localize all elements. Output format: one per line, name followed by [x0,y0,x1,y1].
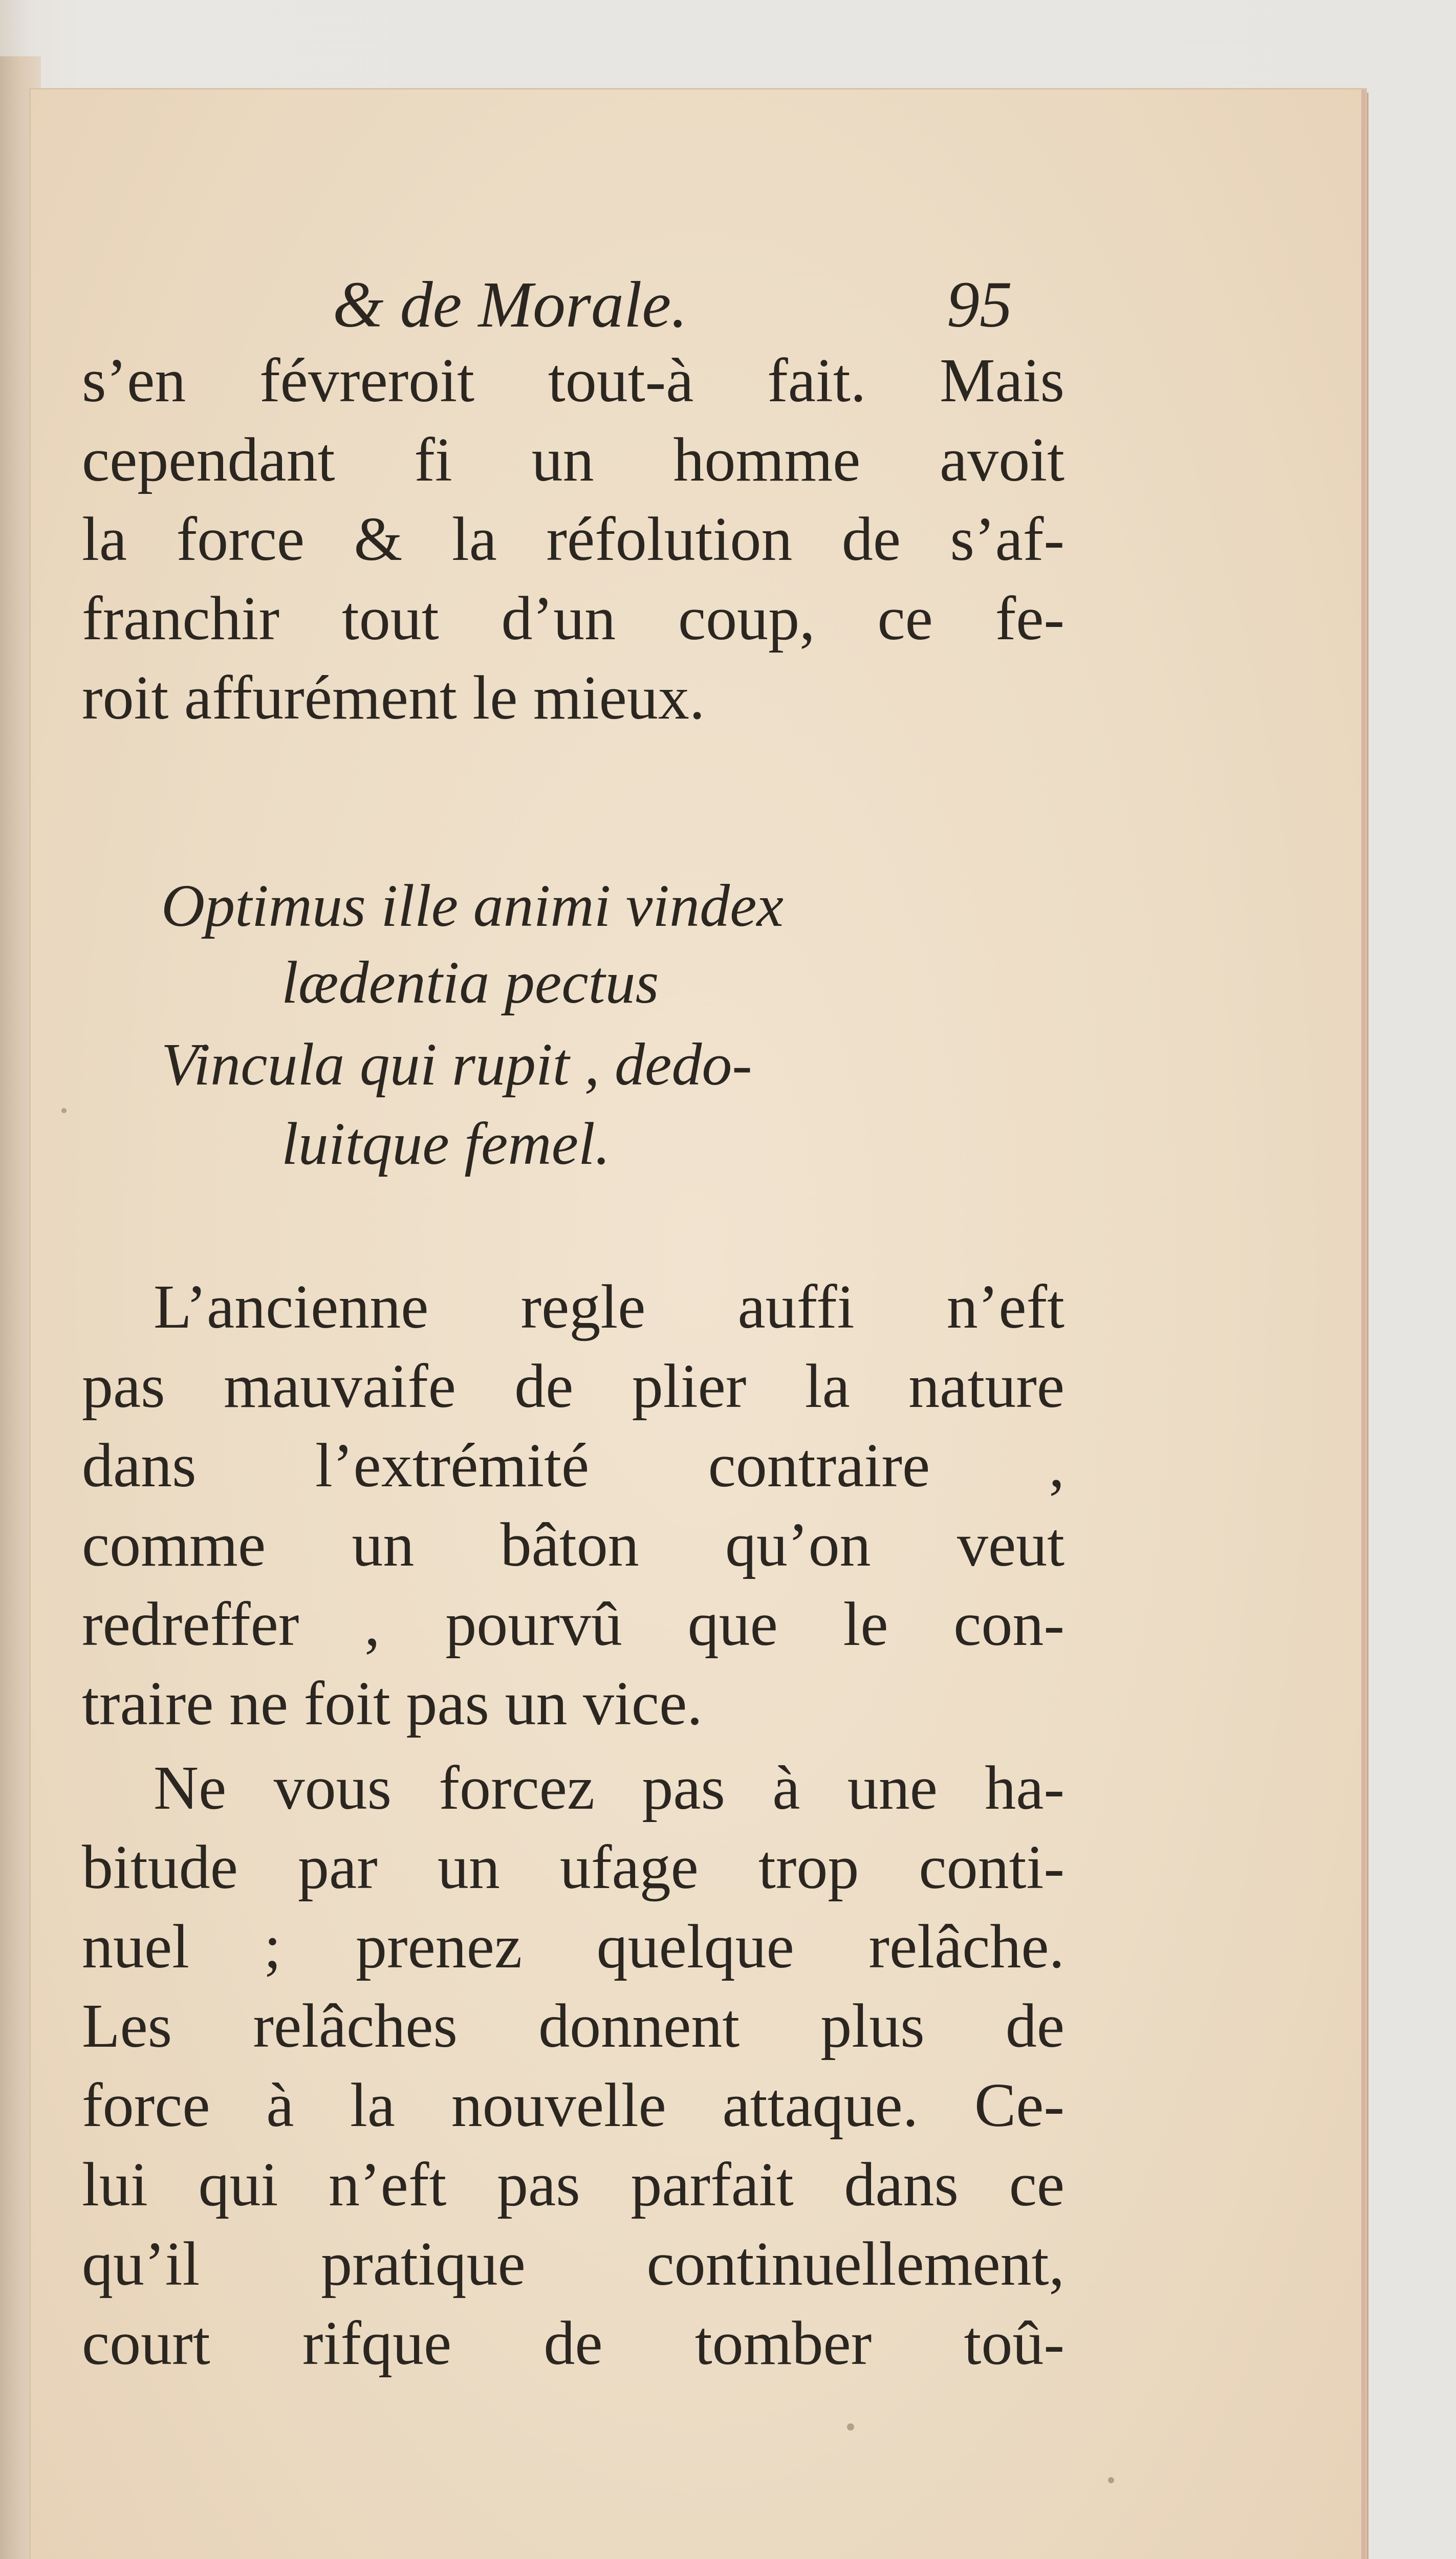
verse-line: Optimus ille animi vindex [161,872,784,939]
text-line: qu’il pratique continuellement, [82,2229,1064,2298]
text-line: pas mauvaife de plier la nature [82,1352,1064,1421]
text-line: bitude par un ufage trop conti- [82,1833,1064,1902]
text-line: comme un bâton qu’on veut [82,1510,1064,1579]
text-line: traire ne foit pas un vice. [82,1669,703,1738]
text-line: lui qui n’eft pas parfait dans ce [82,2150,1064,2219]
text-line: nuel ; prenez quelque relâche. [82,1912,1064,1981]
text-line: la force & la réfolution de s’af- [82,505,1064,574]
text-line: Ne vous forcez pas à une ha- [154,1753,1064,1823]
text-line: force à la nouvelle attaque. Ce- [82,2071,1064,2140]
paper-speck [847,2423,854,2431]
verse-line: Vincula qui rupit , dedo- [161,1031,752,1098]
text-line: court rifque de tomber toû- [82,2309,1064,2378]
text-line: redreffer , pourvû que le con- [82,1590,1064,1659]
page-number: 95 [947,268,1012,341]
text-line: dans l’extrémité contraire , [82,1431,1064,1500]
text-line: roit affurément le mieux. [82,663,705,732]
paper-speck [61,1108,67,1113]
book-page [31,90,1365,2559]
verse-line: luitque femel. [281,1110,611,1177]
running-head-title: & de Morale. [333,268,688,341]
text-line: s’en févreroit tout-à fait. Mais [82,346,1064,415]
paper-speck [1108,2477,1114,2483]
verse-line: lædentia pectus [281,949,659,1016]
text-line: franchir tout d’un coup, ce fe- [82,584,1064,653]
text-line: L’ancienne regle auffi n’eft [154,1272,1064,1341]
text-line: cependant fi un homme avoit [82,425,1064,494]
text-line: Les relâches donnent plus de [82,1991,1064,2061]
